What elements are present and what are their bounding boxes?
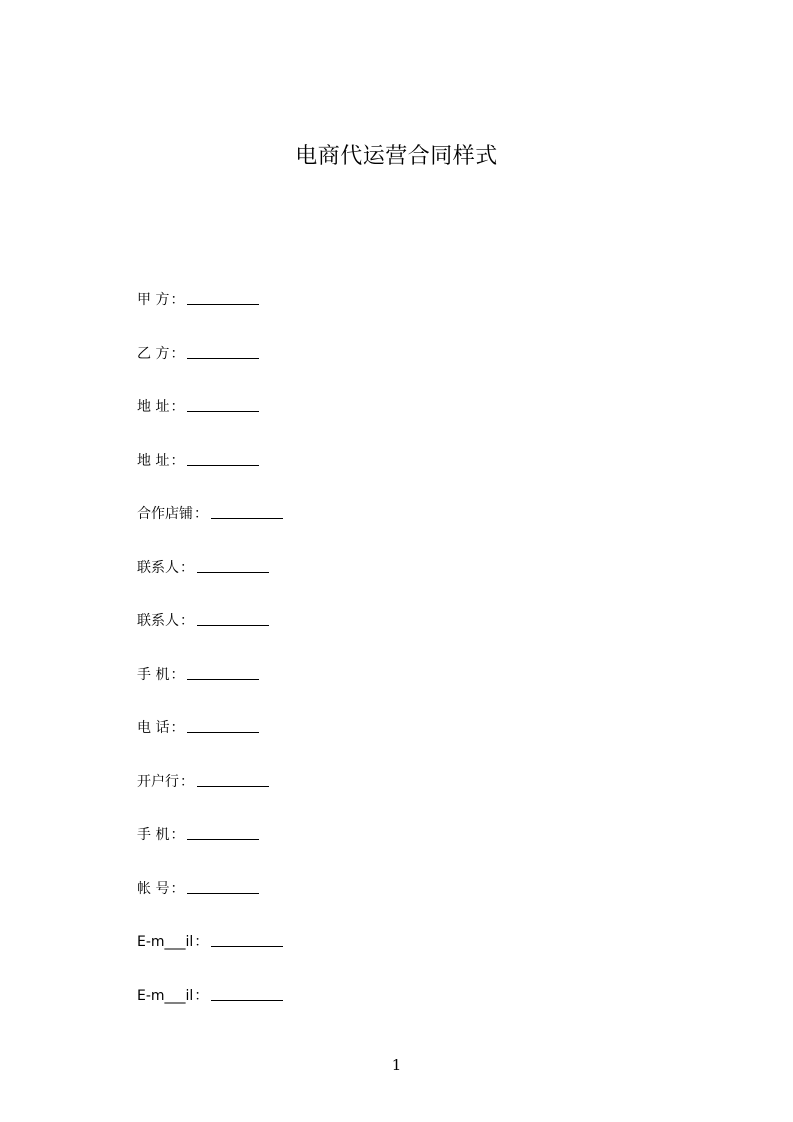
field-label: E-m___il: [137, 934, 194, 950]
document-title: 电商代运营合同样式: [295, 144, 498, 169]
field-label: 合作店铺: [137, 506, 193, 522]
fill-in-blank[interactable]: [197, 771, 269, 787]
field-label: 地 址: [137, 399, 170, 415]
fill-in-blank[interactable]: [187, 343, 259, 359]
field-colon: ：: [170, 292, 185, 308]
field-colon: ：: [170, 880, 185, 897]
field-email-b: [137, 985, 697, 1039]
field-account: [137, 878, 697, 932]
field-label: 乙 方: [137, 345, 170, 362]
fill-in-blank[interactable]: [187, 289, 259, 305]
field-address-b: [137, 450, 697, 504]
field-colon: ：: [180, 613, 194, 629]
field-label: 联系人: [137, 613, 179, 629]
field-party-a: [137, 289, 697, 343]
field-label: 手 机: [137, 666, 170, 683]
field-label: E-m___il: [137, 987, 194, 1004]
field-label: 帐 号: [137, 880, 170, 897]
fill-in-blank[interactable]: [187, 717, 259, 733]
field-label: 开户行: [137, 773, 179, 790]
field-colon: ：: [170, 399, 185, 415]
field-label: 甲 方: [137, 292, 170, 308]
fill-in-blank[interactable]: [211, 985, 283, 1001]
fill-in-blank[interactable]: [197, 557, 269, 573]
field-email-a: [137, 931, 697, 985]
field-colon: ：: [170, 720, 185, 736]
field-bank: [137, 771, 697, 825]
field-label: 地 址: [137, 452, 170, 469]
field-colon: ：: [194, 987, 209, 1004]
field-colon: ：: [180, 773, 194, 790]
field-partner-store: [137, 503, 697, 557]
field-colon: ：: [170, 827, 185, 843]
field-label: 手 机: [137, 827, 170, 843]
field-contact-a: [137, 557, 697, 611]
page-number: 1: [391, 1056, 402, 1074]
field-colon: ：: [170, 666, 185, 683]
fill-in-blank[interactable]: [187, 396, 259, 412]
field-colon: ：: [194, 506, 208, 522]
fill-in-blank[interactable]: [187, 664, 259, 680]
field-contact-b: [137, 610, 697, 664]
field-colon: ：: [170, 345, 185, 362]
contract-party-fields: [137, 289, 697, 1038]
fill-in-blank[interactable]: [187, 450, 259, 466]
field-colon: ：: [194, 934, 209, 950]
fill-in-blank[interactable]: [211, 931, 283, 947]
field-label: 联系人: [137, 559, 179, 576]
field-colon: ：: [180, 559, 194, 576]
field-label: 电 话: [137, 720, 170, 736]
field-mobile-b: [137, 824, 697, 878]
field-phone: [137, 717, 697, 771]
field-colon: ：: [170, 452, 185, 469]
fill-in-blank[interactable]: [197, 610, 269, 626]
fill-in-blank[interactable]: [187, 824, 259, 840]
field-party-b: [137, 343, 697, 397]
fill-in-blank[interactable]: [187, 878, 259, 894]
field-address-a: [137, 396, 697, 450]
fill-in-blank[interactable]: [211, 503, 283, 519]
field-mobile-a: [137, 664, 697, 718]
